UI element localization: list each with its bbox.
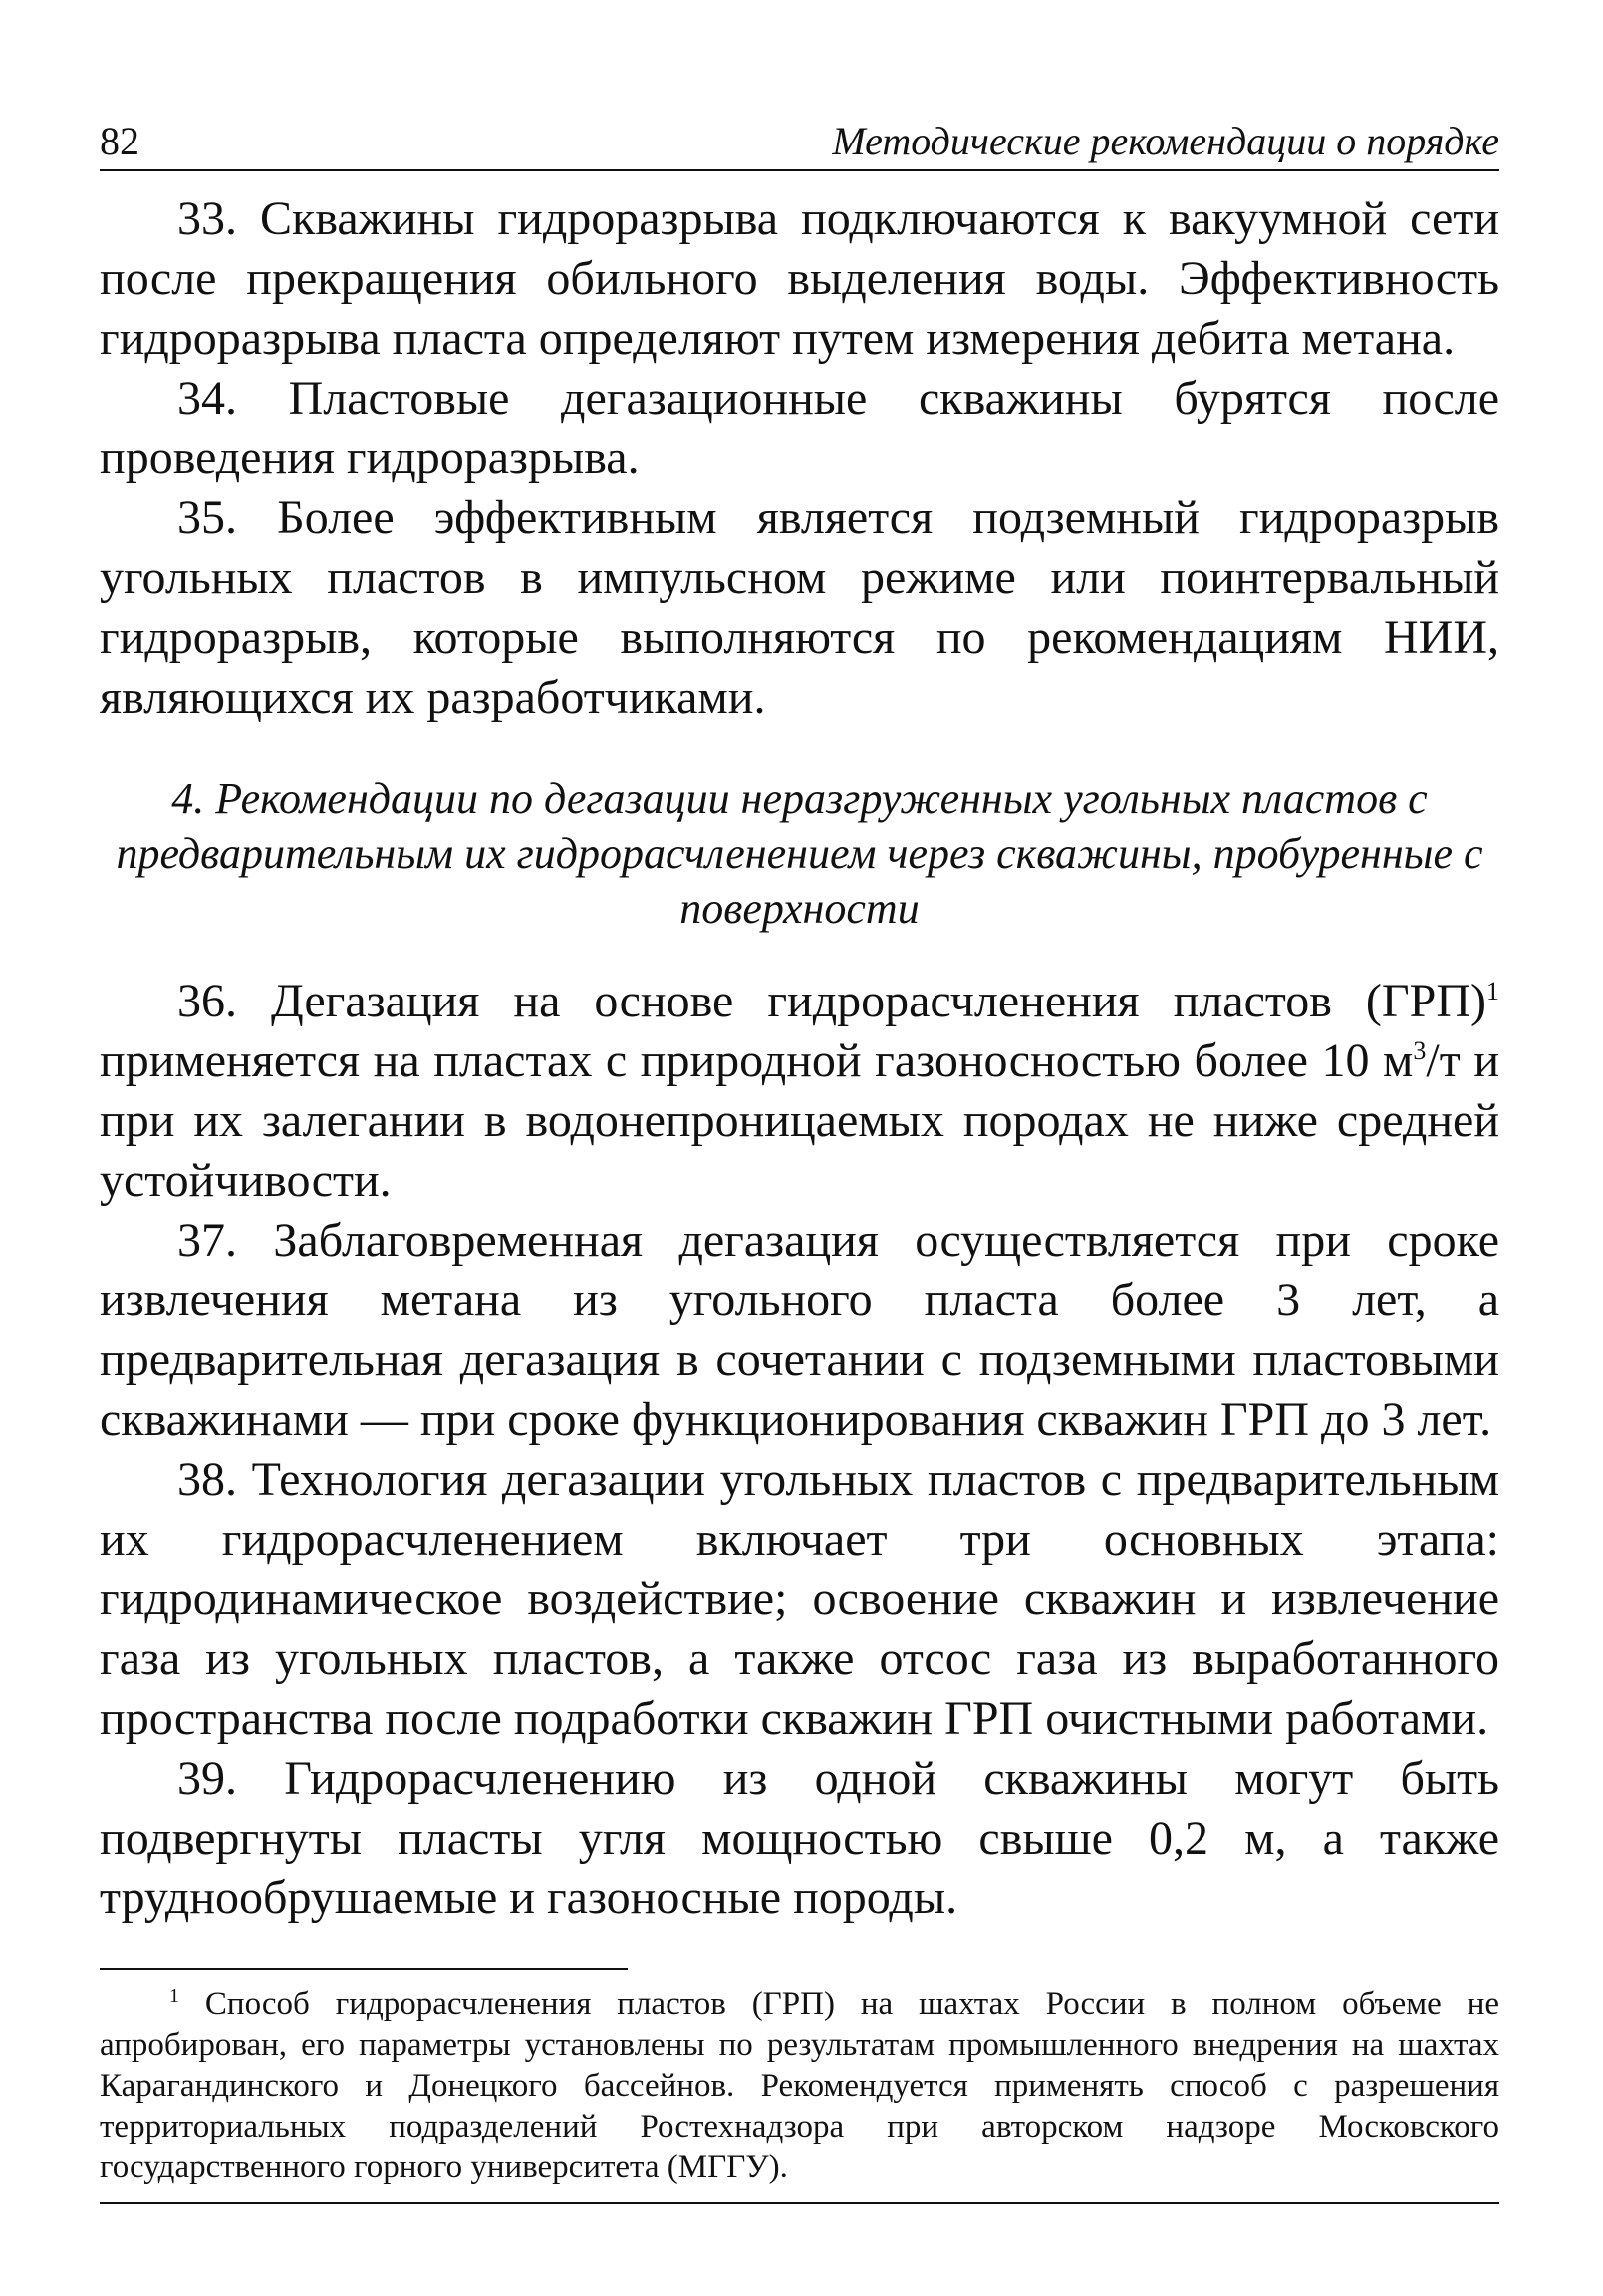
paragraph-33: 33. Скважины гидроразрыва подключаются к вакуумной сети после прекращения обильного выделения воды. Эффективность гидроразрыва пласта определяют путем измерения дебита метана. bbox=[100, 192, 1499, 365]
footnote-reference: 1 bbox=[1486, 977, 1499, 1005]
section-heading: 4. Рекомендации по дегазации неразгруженных угольных пластов с предварительным их гидрорасчленением через скважины, пробуренные с поверхности bbox=[116, 774, 1483, 933]
paragraph-34: 34. Пластовые дегазационные скважины бурятся после проведения гидроразрыва. bbox=[100, 372, 1499, 484]
paragraph-36-end: /т и при их залегании в водонепроницаемых породах не ниже средней устойчивости. bbox=[100, 1034, 1500, 1207]
footnote-mark: 1 bbox=[169, 1985, 179, 2007]
paragraph-35: 35. Более эффективным является подземный гидроразрыв угольных пластов в импульсном режиме или поинтервальный гидроразрыв, которые выполняются по рекомендациям НИИ, являющихся их разработчиками. bbox=[100, 491, 1499, 723]
running-head bbox=[100, 120, 1499, 171]
footnote bbox=[100, 1984, 1499, 2188]
paragraph-37: 37. Заблаговременная дегазация осуществляется при сроке извлечения метана из угольного пласта более 3 лет, а предварительная дегазация в сочетании с подземными пластовыми скважинами — при сроке функционирования скважин ГРП до 3 лет. bbox=[100, 1214, 1499, 1446]
paragraph-38: 38. Технология дегазации угольных пластов с предварительным их гидрорасчленением включает три основных этапа: гидродинамическое воздействие; освоение скважин и извлечение газа из угольных пластов, а также отсос газа из выработанного пространства после подработки скважин ГРП очистными работами. bbox=[100, 1453, 1499, 1745]
footnote-separator bbox=[100, 1968, 628, 1970]
page-number: 82 bbox=[100, 119, 139, 163]
cubic-superscript: 3 bbox=[1413, 1036, 1427, 1065]
paragraph-39: 39. Гидрорасчленению из одной скважины могут быть подвергнуты пласты угля мощностью свыше 0,2 м, а также труднообрушаемые и газоносные породы. bbox=[100, 1752, 1499, 1924]
footnote-text: Способ гидрорасчленения пластов (ГРП) на шахтах России в полном объеме не апробирован, его параметры установлены по результатам промышленного внедрения на шахтах Карагандинского и Донецкого бассейнов. Рекомендуется применять способ с разрешения территориальных подразделений Ростехнадзора при авторском надзоре Московского государственного горного университета (МГГУ). bbox=[100, 1986, 1499, 2185]
book-page bbox=[100, 120, 1499, 2204]
paragraph-36 bbox=[100, 972, 1499, 1211]
running-title: Методические рекомендации о порядке bbox=[832, 119, 1499, 163]
paragraph-36-middle: применяется на пластах с природной газоносностью более 10 м bbox=[100, 1034, 1414, 1087]
bottom-rule bbox=[100, 2202, 1499, 2204]
body-text bbox=[100, 189, 1499, 1928]
paragraph-36-start: 36. Дегазация на основе гидрорасчленения пластов (ГРП) bbox=[177, 975, 1486, 1027]
